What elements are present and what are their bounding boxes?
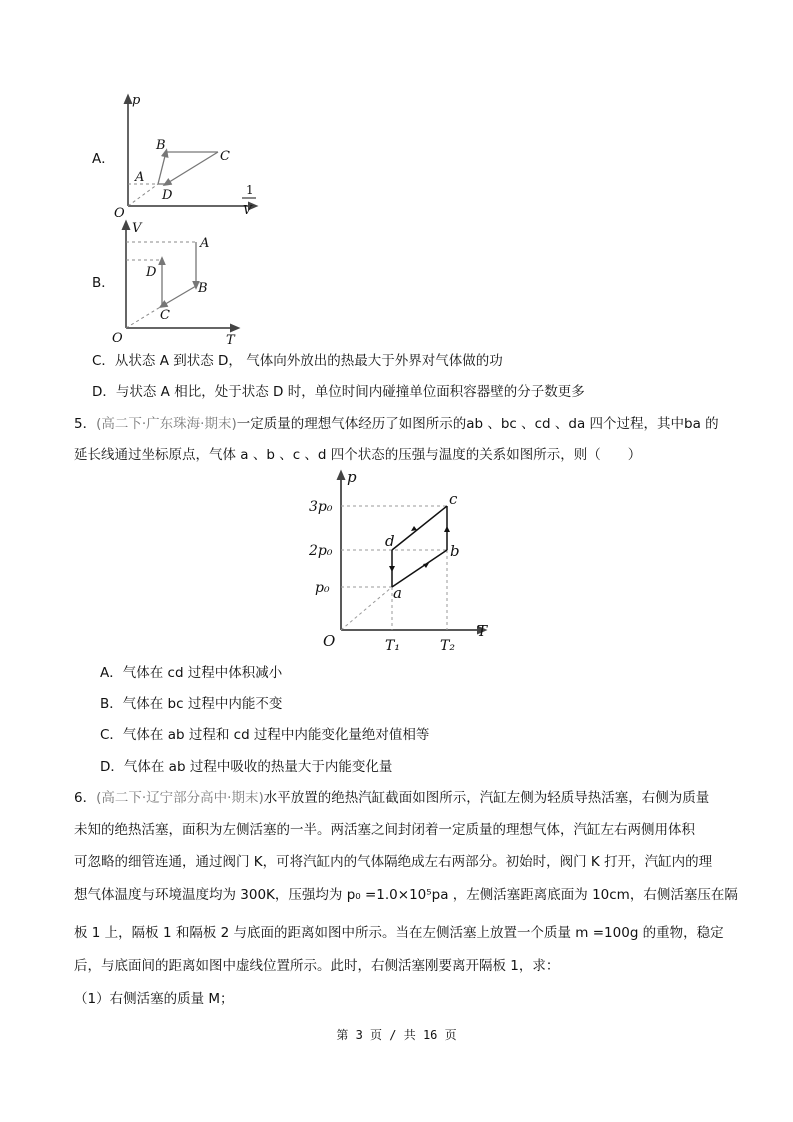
point-d-label: D [162, 188, 173, 203]
point-a-label: A [200, 236, 210, 251]
point-d-label: d [385, 532, 395, 550]
origin-label: O [114, 206, 125, 221]
point-b-label: B [156, 138, 166, 153]
q6-stem-line2: 未知的绝热活塞，面积为左侧活塞的一半。两活塞之间封闭着一定质量的理想气体，汽缸左右两侧用体积 [74, 822, 695, 838]
y-axis-label: p [132, 93, 141, 108]
y-axis-label: p [347, 468, 357, 486]
q5-option-a: A．气体在 cd 过程中体积减小 [100, 665, 283, 681]
graph-a-p-vs-inv-v [108, 90, 268, 222]
y-tick-3p0: 3p₀ [309, 499, 333, 515]
q6-stem-line1 [74, 789, 709, 807]
y-tick-p0: p₀ [315, 580, 330, 596]
y-axis-label: V [132, 221, 142, 236]
origin-dashed-line [128, 184, 158, 206]
q5-option-b: B．气体在 bc 过程中内能不变 [100, 696, 283, 712]
x-axis-label: T [477, 622, 488, 640]
question-text: 一定质量的理想气体经历了如图所示的ab 、bc 、cd 、da 四个过程，其中ba 的 [236, 416, 719, 432]
point-c-label: C [220, 149, 230, 164]
graph-b-v-vs-t [108, 218, 248, 346]
page-footer: 第 3 页 / 共 16 页 [336, 1028, 457, 1042]
question-text: 水平放置的绝热汽缸截面如图所示，汽缸左侧为轻质导热活塞，右侧为质量 [263, 790, 710, 806]
option-b-label: B． [92, 275, 115, 291]
option-a-label: A． [92, 151, 115, 167]
y-tick-2p0: 2p₀ [309, 543, 333, 559]
q4-option-d: D．与状态 A 相比，处于状态 D 时，单位时间内碰撞单位面积容器壁的分子数更多 [92, 384, 585, 400]
x-axis-label: T [226, 333, 235, 346]
x-tick-t1: T₁ [385, 638, 400, 654]
point-a-label: A [135, 170, 145, 185]
q5-option-d: D．气体在 ab 过程中吸收的热量大于内能变化量 [100, 759, 393, 775]
q6-sub-question-1: （1）右侧活塞的质量 M； [74, 991, 234, 1007]
path-c-d [166, 152, 218, 184]
x-tick-t2: T₂ [440, 638, 455, 654]
point-b-label: B [198, 281, 208, 296]
arrow-d-a [389, 566, 395, 572]
point-c-label: C [160, 308, 170, 323]
point-c-label: c [449, 490, 458, 508]
path-a-b [158, 152, 166, 184]
path-c-d [392, 506, 447, 550]
x-axis-denominator: V [243, 203, 252, 217]
arrow-b-c [444, 526, 450, 532]
point-d-label: D [146, 265, 157, 280]
question-number: 5． [74, 416, 97, 432]
point-b-label: b [450, 542, 460, 560]
question-number: 6． [74, 790, 97, 806]
q6-stem-line4: 想气体温度与环境温度均为 300K，压强均为 p₀ =1.0×10⁵pa ，左侧活塞距离底面为 10cm，右侧活塞压在隔 [74, 887, 738, 903]
question-source: (高二下·广东珠海·期末) [96, 416, 237, 432]
q6-stem-line5: 板 1 上，隔板 1 和隔板 2 与底面的距离如图中所示。当在左侧活塞上放置一个质量 m =100g 的重物，稳定 [74, 925, 724, 941]
question-source: (高二下·辽宁部分高中·期末) [96, 790, 264, 806]
origin-label: O [323, 632, 336, 650]
q5-option-c: C．气体在 ab 过程和 cd 过程中内能变化量绝对值相等 [100, 727, 430, 743]
path-b-c [162, 286, 196, 306]
point-a-label: a [393, 584, 402, 602]
q5-p-t-graph [305, 468, 495, 658]
q5-stem-line2: 延长线通过坐标原点，气体 a 、b 、c 、d 四个状态的压强与温度的关系如图所示，则（ ） [74, 447, 642, 463]
q4-option-c: C．从状态 A 到状态 D， 气体向外放出的热最大于外界对气体做的功 [92, 353, 503, 369]
q6-stem-line3: 可忽略的细管连通，通过阀门 K，可将汽缸内的气体隔绝成左右两部分。初始时，阀门 K 打开，汽缸内的理 [74, 854, 713, 870]
q6-stem-line6: 后，与底面间的距离如图中虚线位置所示。此时，右侧活塞刚要离开隔板 1，求： [74, 958, 560, 974]
origin-label: O [112, 331, 123, 346]
path-a-b [392, 550, 447, 587]
x-axis-numerator: 1 [246, 183, 254, 197]
q5-stem-line1 [74, 415, 719, 433]
